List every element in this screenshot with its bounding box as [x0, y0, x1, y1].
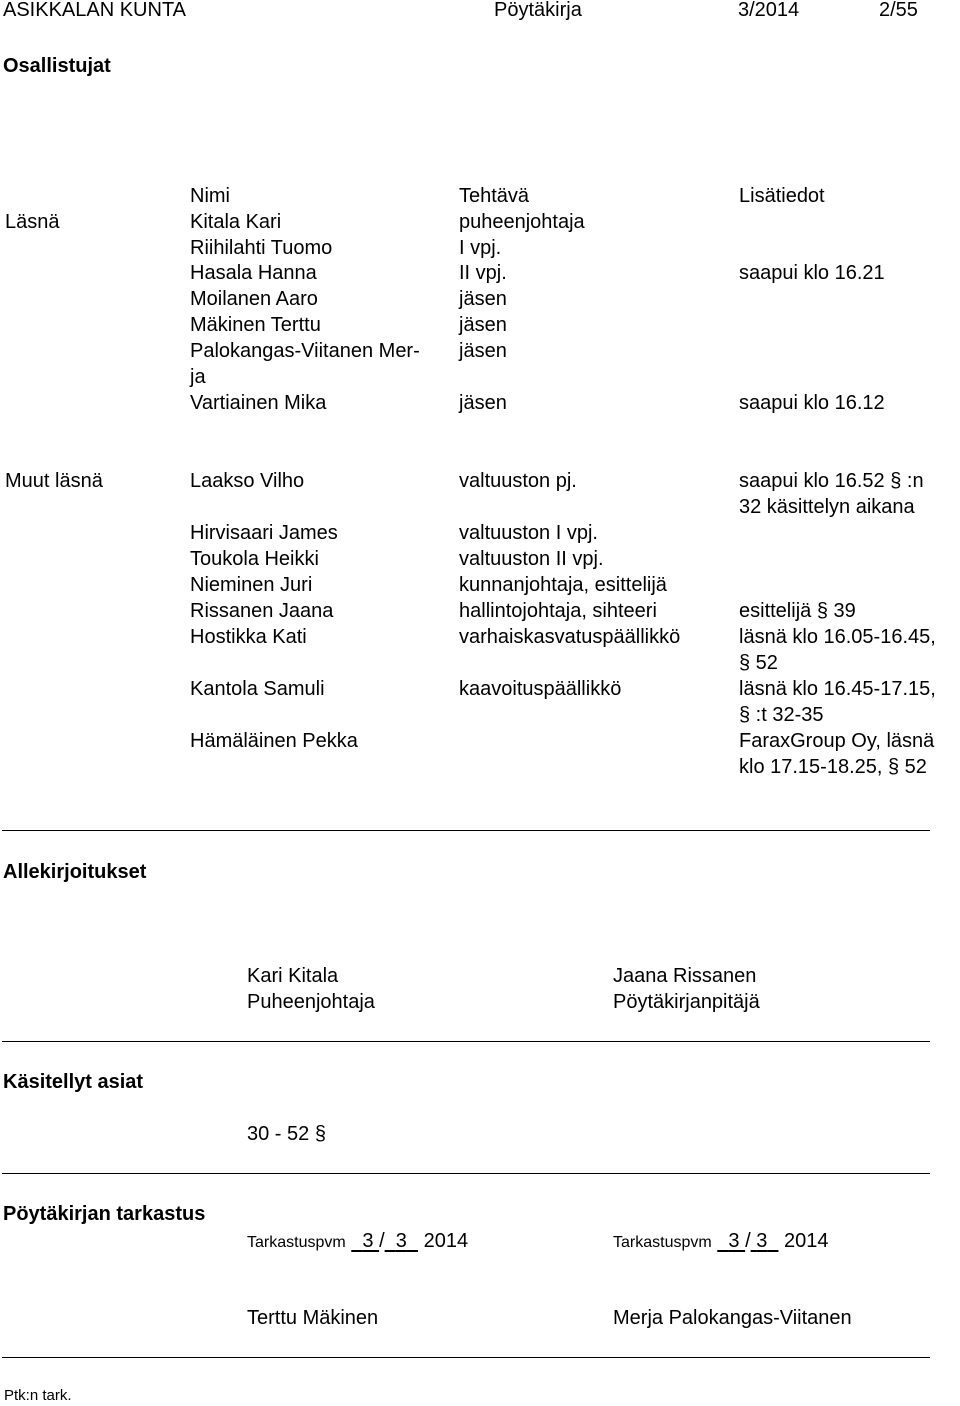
section-divider — [2, 830, 930, 831]
other-role: varhaiskasvatuspäällikkö — [459, 626, 681, 648]
other-note: saapui klo 16.52 § :n — [739, 470, 924, 492]
other-note: FaraxGroup Oy, läsnä — [739, 730, 935, 752]
handled-title: Käsitellyt asiat — [3, 1071, 144, 1093]
other-note: esittelijä § 39 — [739, 600, 856, 622]
review-day: 3 — [728, 1230, 740, 1252]
review-month: 3 — [756, 1230, 768, 1252]
review-date-label: Tarkastuspvm — [613, 1234, 712, 1251]
participant-name: Vartiainen Mika — [190, 392, 327, 414]
review-title: Pöytäkirjan tarkastus — [3, 1203, 206, 1225]
participant-note: saapui klo 16.21 — [739, 262, 885, 284]
review-year: 2014 — [784, 1230, 829, 1252]
signer-left-name: Kari Kitala — [247, 965, 339, 987]
section-divider — [2, 1357, 930, 1358]
other-name: Hostikka Kati — [190, 626, 307, 648]
review-date-label: Tarkastuspvm — [247, 1234, 346, 1251]
participant-role: I vpj. — [459, 237, 502, 259]
participant-role: puheenjohtaja — [459, 211, 585, 233]
other-name: Rissanen Jaana — [190, 600, 334, 622]
column-header-role: Tehtävä — [459, 185, 530, 207]
participant-role: II vpj. — [459, 262, 507, 284]
signer-right-name: Jaana Rissanen — [613, 965, 757, 987]
signatures-title: Allekirjoitukset — [3, 861, 147, 883]
other-name: Laakso Vilho — [190, 470, 305, 492]
section-divider — [2, 1173, 930, 1174]
participant-role: jäsen — [459, 392, 507, 414]
participant-role: jäsen — [459, 288, 507, 310]
other-role: hallintojohtaja, sihteeri — [459, 600, 657, 622]
review-day: 3 — [362, 1230, 374, 1252]
signer-left-title: Puheenjohtaja — [247, 991, 375, 1013]
others-label: Muut läsnä — [5, 470, 103, 492]
handled-range: 30 - 52 § — [247, 1123, 326, 1145]
column-header-notes: Lisätiedot — [739, 185, 825, 207]
participant-note: saapui klo 16.12 — [739, 392, 885, 414]
review-date-left: Tarkastuspvm 3 / 3 2014 — [247, 1230, 469, 1252]
reviewer-right-name: Merja Palokangas-Viitanen — [613, 1307, 852, 1329]
review-year: 2014 — [423, 1230, 469, 1252]
other-name: Hämäläinen Pekka — [190, 730, 358, 752]
present-label: Läsnä — [5, 211, 60, 233]
other-name: Nieminen Juri — [190, 574, 313, 596]
review-month: 3 — [395, 1230, 407, 1252]
review-date-right: Tarkastuspvm 3 / 3 2014 — [613, 1230, 829, 1252]
participant-name: Hasala Hanna — [190, 262, 317, 284]
participant-name: Mäkinen Terttu — [190, 314, 321, 336]
document-type: Pöytäkirja — [494, 0, 582, 21]
participant-name: Kitala Kari — [190, 211, 282, 233]
signer-right-title: Pöytäkirjanpitäjä — [613, 991, 760, 1013]
participant-role: jäsen — [459, 340, 507, 362]
section-divider — [2, 1041, 930, 1042]
participant-name: Riihilahti Tuomo — [190, 237, 333, 259]
other-note: läsnä klo 16.05-16.45, — [739, 626, 936, 648]
other-role: valtuuston II vpj. — [459, 548, 604, 570]
other-note-continued: § :t 32-35 — [739, 704, 824, 726]
other-name: Toukola Heikki — [190, 548, 319, 570]
other-note-continued: 32 käsittelyn aikana — [739, 496, 915, 518]
other-name: Hirvisaari James — [190, 522, 338, 544]
participant-role: jäsen — [459, 314, 507, 336]
page-number: 2/55 — [879, 0, 918, 21]
other-role: valtuuston pj. — [459, 470, 577, 492]
other-note-continued: klo 17.15-18.25, § 52 — [739, 756, 927, 778]
other-note-continued: § 52 — [739, 652, 778, 674]
municipality-name: ASIKKALAN KUNTA — [3, 0, 187, 21]
other-role: kaavoituspäällikkö — [459, 678, 622, 700]
other-role: valtuuston I vpj. — [459, 522, 598, 544]
document-number: 3/2014 — [738, 0, 800, 21]
reviewer-left-name: Terttu Mäkinen — [247, 1307, 379, 1329]
other-role: kunnanjohtaja, esittelijä — [459, 574, 667, 596]
participant-name: Moilanen Aaro — [190, 288, 318, 310]
column-header-name: Nimi — [190, 185, 230, 207]
footer-initials-label: Ptk:n tark. — [4, 1387, 72, 1404]
other-name: Kantola Samuli — [190, 678, 325, 700]
other-note: läsnä klo 16.45-17.15, — [739, 678, 936, 700]
participant-name: Palokangas-Viitanen Mer- — [190, 340, 420, 362]
participant-name-continued: ja — [190, 366, 206, 388]
participants-title: Osallistujat — [3, 55, 111, 77]
